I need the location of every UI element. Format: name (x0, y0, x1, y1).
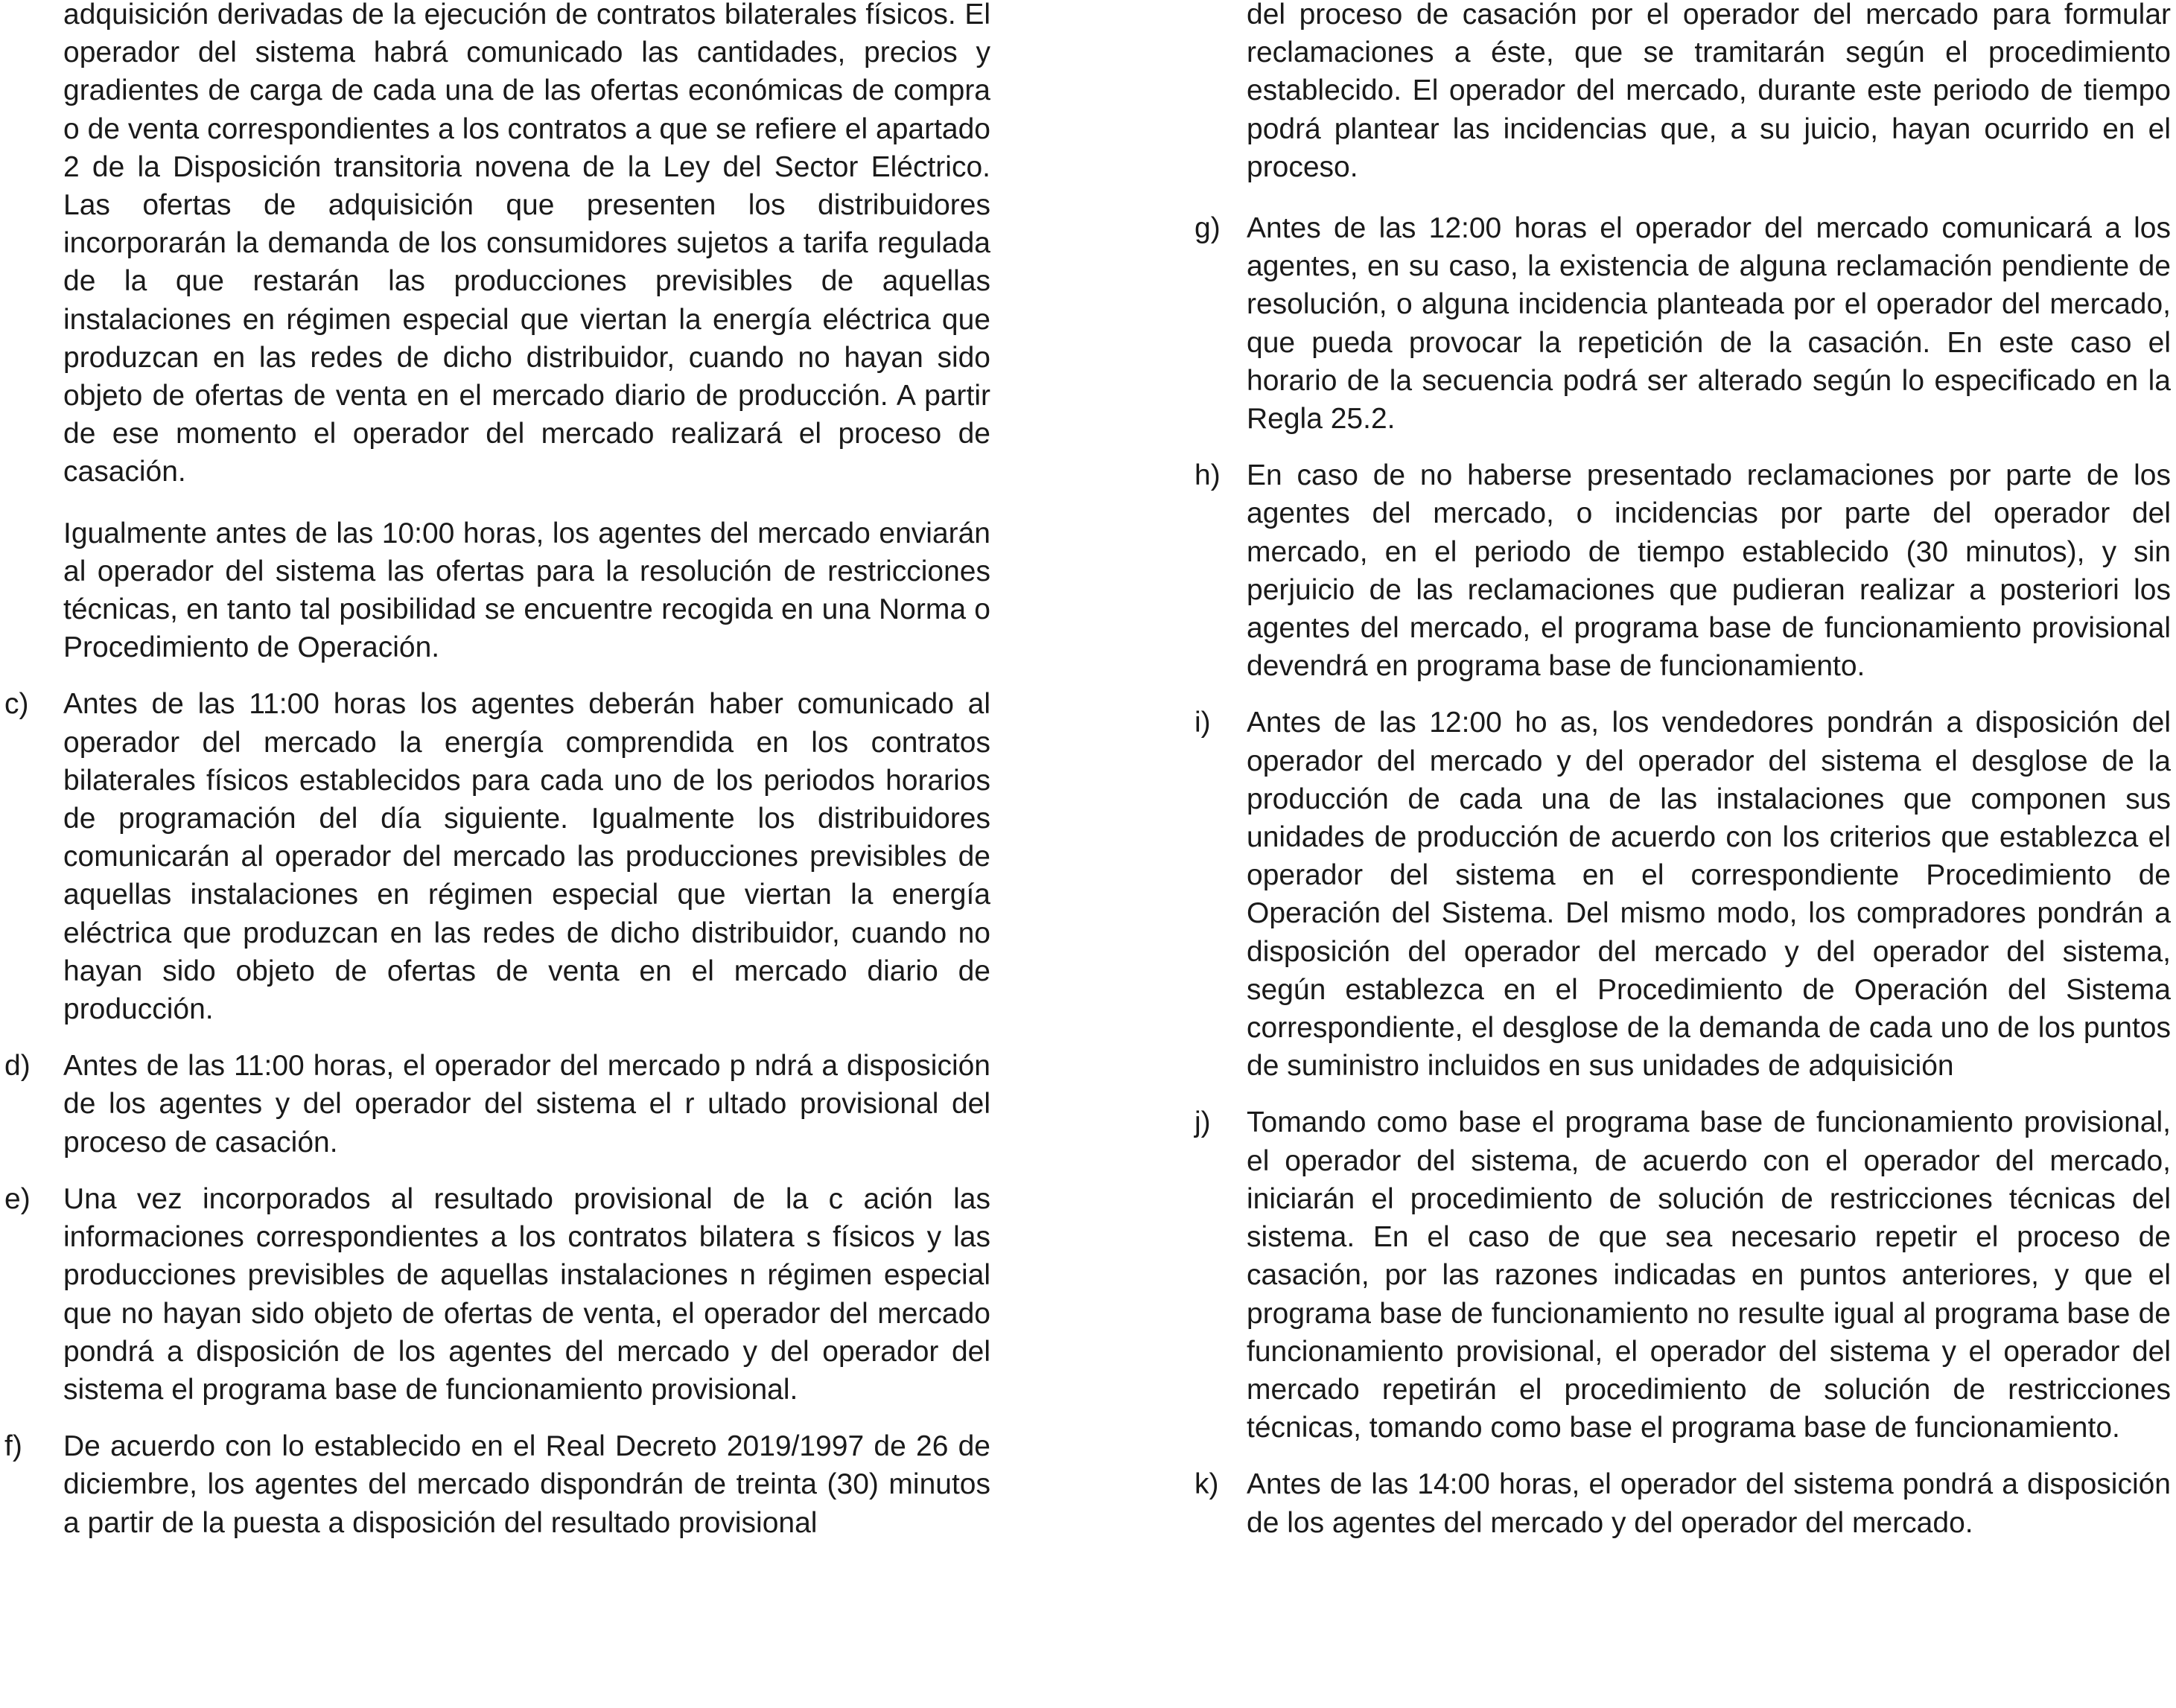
list-marker: j) (1194, 1106, 1211, 1139)
list-marker: h) (1194, 459, 1221, 492)
list-item-g (1177, 209, 2171, 438)
list-item-text: Una vez incorporados al resultado provisional de la c ación las informaciones correspondientes a los contratos bilatera s físicos y las producciones previsibles de aquellas instalaciones n régimen especial que no hayan sido objeto de ofertas de venta, el operador del mercado pondrá a disposición de los agentes del mercado y del operador del sistema el programa base de funcionamiento provisional. (63, 1182, 990, 1406)
list-item-k (1177, 1465, 2171, 1541)
list-item-text: Antes de las 12:00 ho as, los vendedores pondrán a disposición del operador del mercado y del operador del sistema el desglose de la producción de cada una de las instalaciones que componen sus unidades de producción de acuerdo con los criterios que establezca el operador del sistema en el correspondiente Procedimiento de Operación del Sistema. Del mismo modo, los compradores pondrán a disposición del operador del mercado y del operador del sistema, según establezca en el Procedimiento de Operación del Sistema correspondiente, el desglose de la demanda de cada uno de los puntos de suministro incluidos en sus unidades de adquisición (1247, 707, 2171, 1083)
list-item-e (4, 1180, 990, 1409)
list-marker: e) (4, 1182, 31, 1215)
right-column (1177, 0, 2171, 1539)
list-item-text: Tomando como base el programa base de funcionamiento provisional, el operador del sistema, de acuerdo con el operador del mercado, iniciarán el procedimiento de solución de restricciones técnicas del sistema. En el caso de que sea necesario repetir el proceso de casación, por las razones indicadas en puntos anteriores, y que el programa base de funcionamiento no resulte igual al programa base de funcionamiento provisional, el operador del sistema y el operador del mercado repetirán el procedimiento de solución de restricciones técnicas, tomando como base el programa base de funcionamiento. (1247, 1106, 2171, 1444)
list-item-text: Antes de las 11:00 horas los agentes deberán haber comunicado al operador del mercado la energía comprendida en los contratos bilaterales físicos establecidos para cada uno de los periodos horarios de programación del día siguiente. Igualmente los distribuidores comunicarán al operador del mercado las producciones previsibles de aquellas instalaciones en régimen especial que viertan la energía eléctrica que produzcan en las redes de dicho distribuidor, cuando no hayan sido objeto de ofertas de venta en el mercado diario de producción. (63, 688, 990, 1026)
list-item-text: Antes de las 14:00 horas, el operador del sistema pondrá a disposición de los agentes del mercado y del operador del mercado. (1247, 1468, 2171, 1539)
paragraph-continuation-left: adquisición derivadas de la ejecución de contratos bilaterales físicos. El operador del sistema habrá comunicado las cantidades, precios y gradientes de carga de cada una de las ofertas económicas de compra o de venta correspondientes a los contratos a que se refiere el apartado 2 de la Disposición transitoria novena de la Ley del Sector Eléctrico. Las ofertas de adquisición que presenten los distribuidores incorporarán la demanda de los consumidores sujetos a tarifa regulada de la que restarán las producciones previsibles de aquellas instalaciones en régimen especial que viertan la energía eléctrica que produzcan en las redes de dicho distribuidor, cuando no hayan sido objeto de ofertas de venta en el mercado diario de producción. A partir de ese momento el operador del mercado realizará el proceso de casación. (63, 0, 990, 488)
list-marker: g) (1194, 212, 1221, 245)
list-marker: k) (1194, 1468, 1219, 1501)
list-marker: i) (1194, 707, 1211, 739)
list-item-text: En caso de no haberse presentado reclamaciones por parte de los agentes del mercado, o incidencias por parte del operador del mercado, en el periodo de tiempo establecido (30 minutos), y sin perjuicio de las reclamaciones que pudieran realizar a posteriori los agentes del mercado, el programa base de funcionamiento provisional devendrá en programa base de funcionamiento. (1247, 459, 2171, 683)
list-item-d (4, 1047, 990, 1161)
list-marker: c) (4, 688, 29, 721)
list-item-j (1177, 1103, 2171, 1447)
list-marker: f) (4, 1430, 22, 1463)
list-marker: d) (4, 1050, 31, 1083)
list-item-h (1177, 456, 2171, 685)
list-item-text: Antes de las 12:00 horas el operador del mercado comunicará a los agentes, en su caso, la existencia de alguna reclamación pendiente de resolución, o alguna incidencia planteada por el operador del mercado, que pueda provocar la repetición de la casación. En este caso el horario de la secuencia podrá ser alterado según lo especificado en la Regla 25.2. (1247, 212, 2171, 436)
paragraph-restricciones: Igualmente antes de las 10:00 horas, los agentes del mercado enviarán al operador del sistema las ofertas para la resolución de restricciones técnicas, en tanto tal posibilidad se encuentre recogida en una Norma o Procedimiento de Operación. (63, 517, 990, 664)
list-item-text: De acuerdo con lo establecido en el Real Decreto 2019/1997 de 26 de diciembre, los agentes del mercado dispondrán de treinta (30) minutos a partir de la puesta a disposición del resultado provisional (63, 1430, 990, 1539)
list-item-f (4, 1427, 990, 1542)
left-column (4, 0, 990, 1539)
paragraph-continuation-right: del proceso de casación por el operador del mercado para formular reclamaciones a éste, que se tramitarán según el procedimiento establecido. El operador del mercado, durante este periodo de tiempo podrá plantear las incidencias que, a su juicio, hayan ocurrido en el proceso. (1247, 0, 2171, 183)
list-item-i (1177, 704, 2171, 1085)
list-item-c (4, 685, 990, 1028)
list-item-text: Antes de las 11:00 horas, el operador del mercado p ndrá a disposición de los agentes y del operador del sistema el r ultado provisional del proceso de casación. (63, 1050, 990, 1159)
